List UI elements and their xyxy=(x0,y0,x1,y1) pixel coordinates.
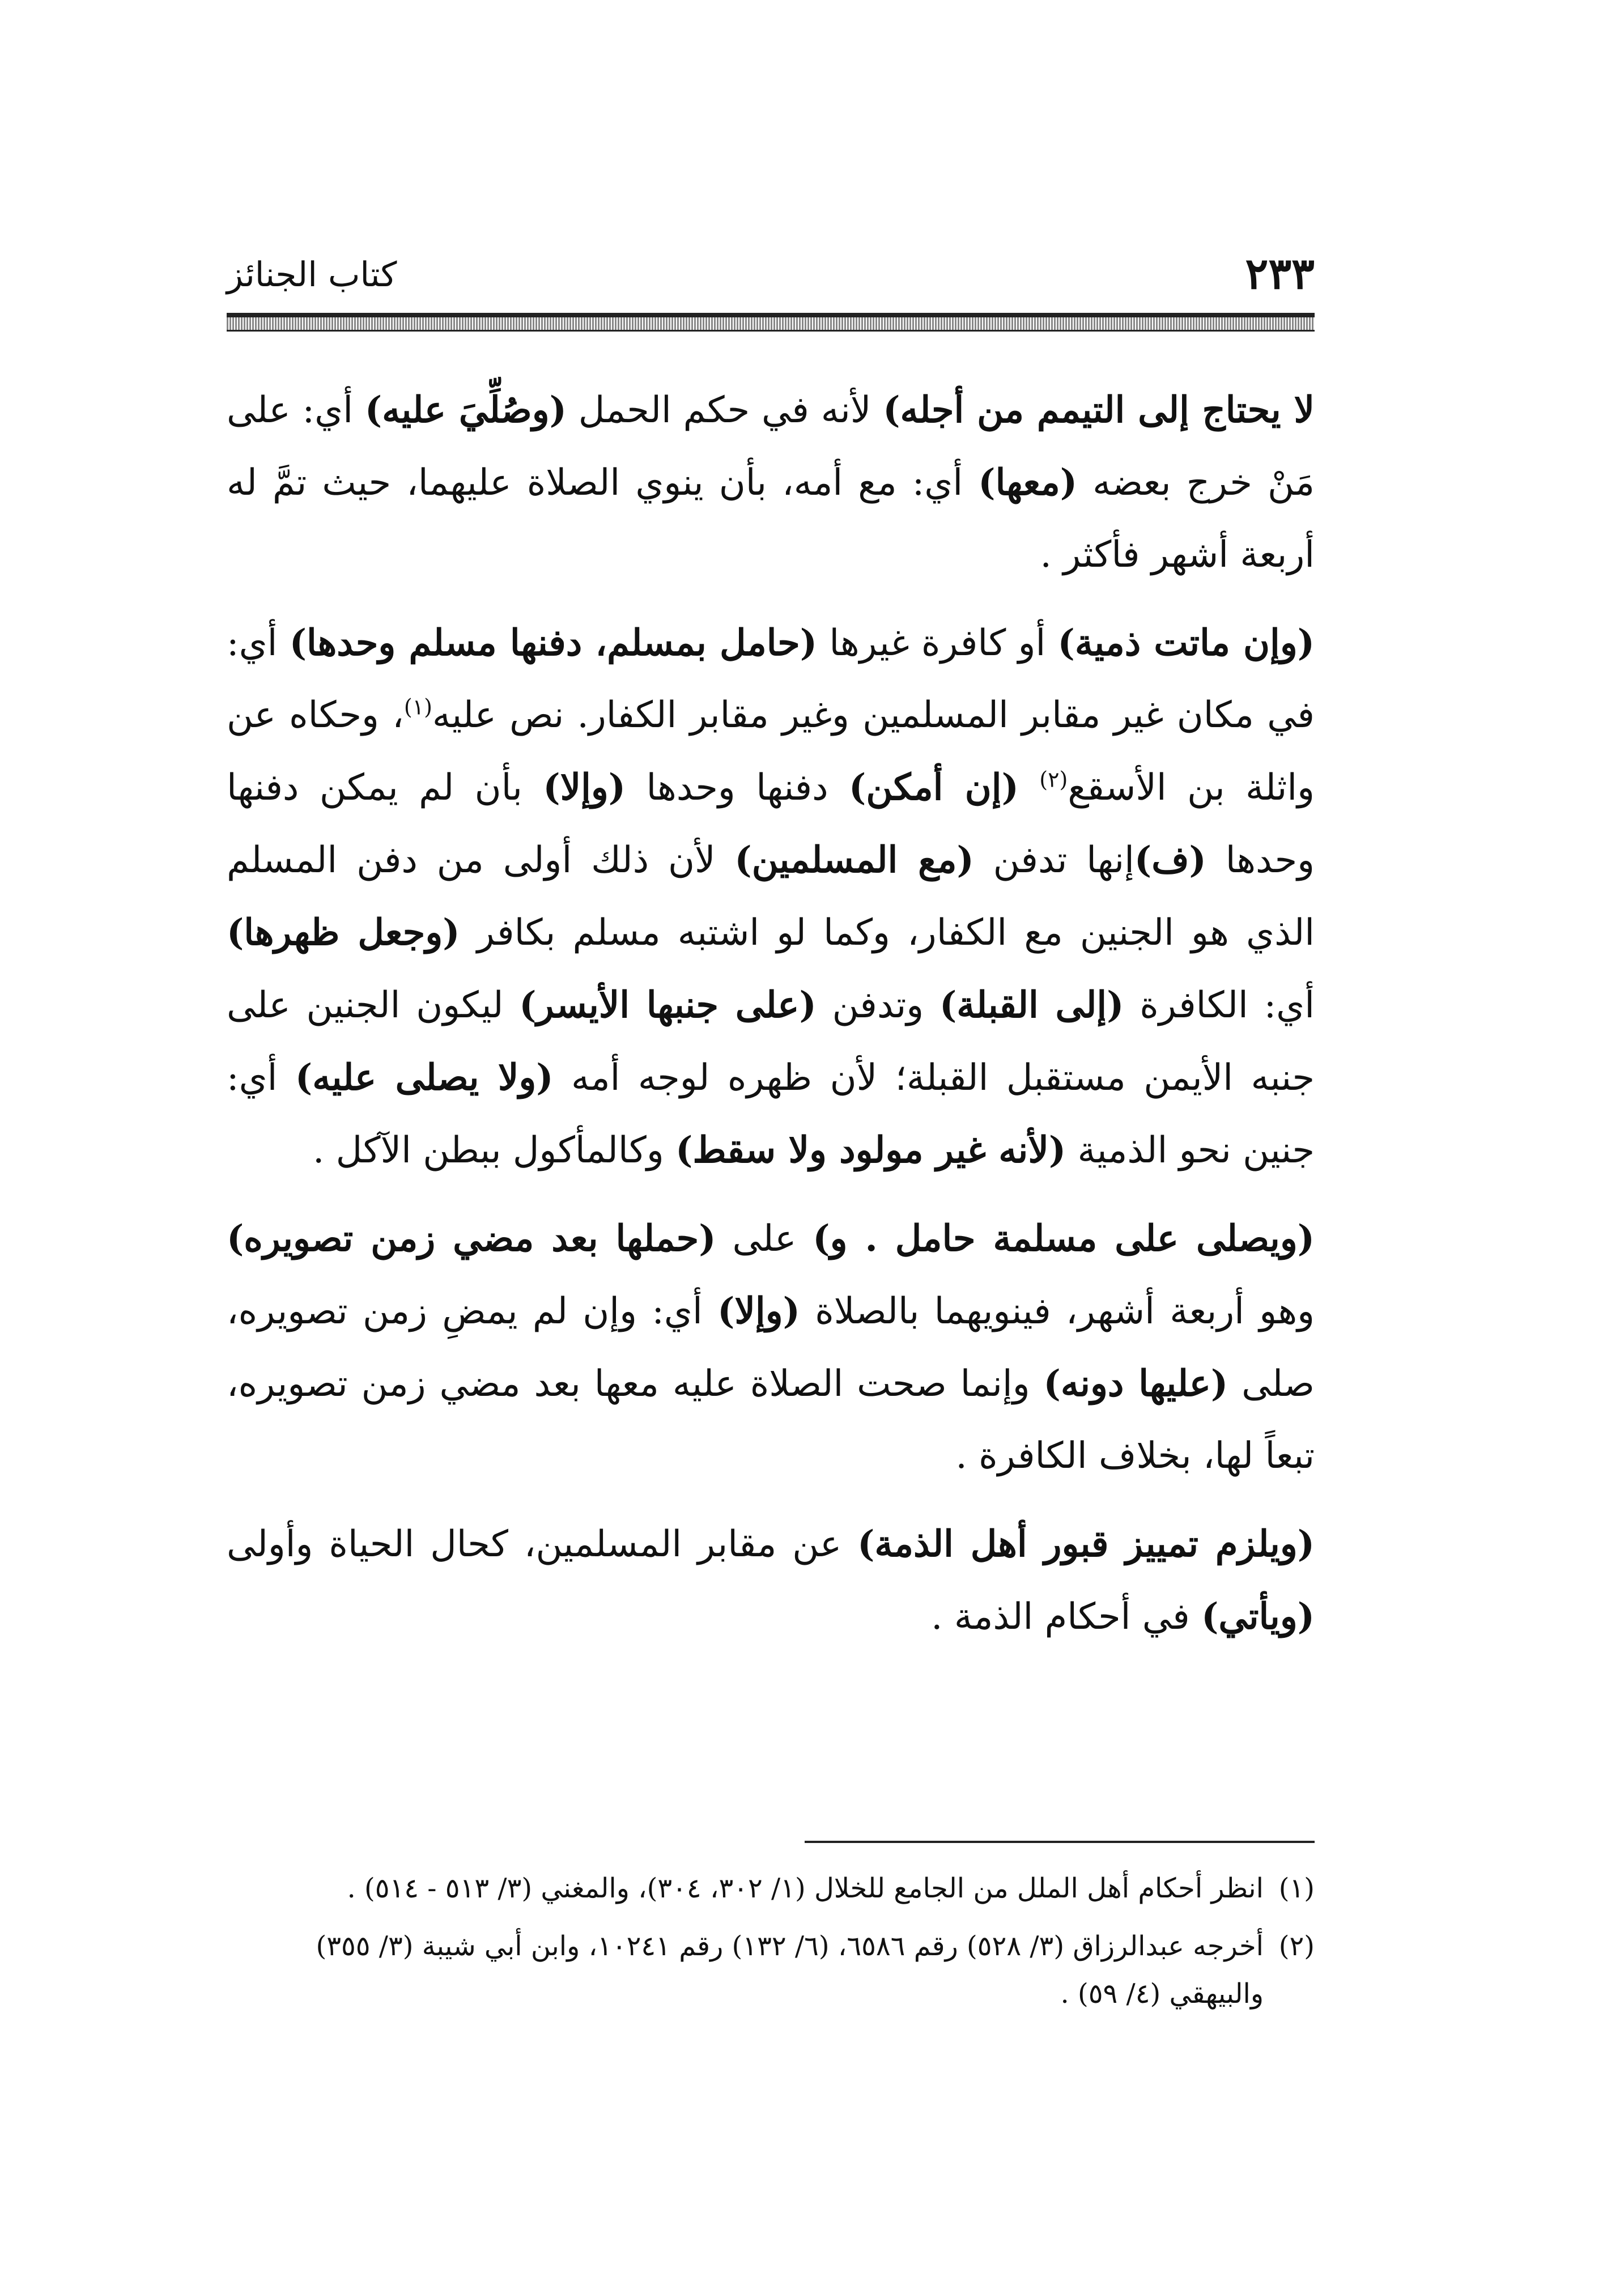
page-header xyxy=(227,244,1315,329)
header-rule xyxy=(227,313,1315,332)
matn-text: (وإلا) xyxy=(543,766,626,809)
sharh-text: وهو أربعة أشهر، فينويهما بالصلاة xyxy=(800,1290,1315,1332)
sharh-text xyxy=(1019,767,1039,809)
matn-text: لا يحتاج إلى التيمم من أجله) xyxy=(883,389,1315,431)
footnote-ref: (٢) xyxy=(1039,767,1068,792)
sharh-text: دفنها وحدها xyxy=(626,767,849,809)
footnotes xyxy=(227,1865,1315,2028)
sharh-text: أو كافرة غيرها xyxy=(817,622,1058,664)
footnote-separator xyxy=(805,1841,1315,1843)
footnote xyxy=(227,1865,1315,1912)
matn-text: (على جنبها الأيسر) xyxy=(519,984,817,1026)
matn-text: (وإلا) xyxy=(717,1290,800,1332)
sharh-text: عن مقابر المسلمين، كحال الحياة وأولى xyxy=(227,1523,858,1565)
matn-text: (ويصلى على مسلمة حامل . و) xyxy=(813,1217,1315,1260)
sharh-text: أي: في مكان غير مقابر المسلمين وغير مقابر الكفار. نص عليه xyxy=(227,622,1315,736)
sharh-text: أي: الكافرة xyxy=(1124,984,1315,1026)
sharh-text: وتدفن xyxy=(816,984,940,1026)
matn-text: (ويلزم تمييز قبور أهل الذمة) xyxy=(857,1523,1315,1565)
running-title: كتاب الجنائز xyxy=(227,255,397,295)
matn-text: (حامل بمسلم، دفنها مسلم وحدها) xyxy=(289,622,818,664)
paragraph xyxy=(227,1203,1315,1492)
footnote xyxy=(227,1922,1315,2018)
sharh-text: ، وحكاه عن واثلة بن الأسقع xyxy=(227,694,1315,809)
sharh-text: أي: على مَنْ خرج بعضه xyxy=(227,389,1315,504)
matn-text: (وجعل ظهرها) xyxy=(227,911,460,954)
sharh-text: وكالمأكول ببطن الآكل . xyxy=(312,1129,676,1171)
paragraph xyxy=(227,1508,1315,1653)
matn-text: (وصُلِّيَ عليه) xyxy=(364,389,567,431)
sharh-text: لأن ذلك أولى من دفن المسلم الذي هو الجنين مع الكفار، وكما لو اشتبه مسلم بكافر xyxy=(227,839,1315,954)
matn-text: (ولا يصلى عليه) xyxy=(295,1056,554,1099)
matn-text: (لأنه غير مولود ولا سقط) xyxy=(675,1129,1066,1171)
sharh-text: على xyxy=(716,1218,813,1260)
sharh-text: وإنما صحت الصلاة عليه معها بعد مضي زمن تصويره، تبعاً لها، بخلاف الكافرة . xyxy=(227,1363,1315,1477)
sharh-text: بأن لم يمكن دفنها وحدها xyxy=(227,767,1315,881)
matn-text: (حملها بعد مضي زمن تصويره) xyxy=(227,1217,716,1260)
footnote-text: أخرجه عبدالرزاق (٣/ ٥٢٨) رقم ٦٥٨٦، (٦/ ١٣٢) رقم ١٠٢٤١، وابن أبي شيبة (٣/ ٣٥٥) والبيهقي (٤/ ٥٩) . xyxy=(316,1930,1264,2010)
matn-text: (عليها دونه) xyxy=(1043,1362,1228,1405)
sharh-text: في أحكام الذمة . xyxy=(931,1596,1202,1638)
matn-text: (ويأتي) xyxy=(1201,1595,1315,1638)
footnote-ref: (١) xyxy=(403,694,432,720)
matn-text: (ف) xyxy=(1134,839,1206,881)
sharh-text: أي: وإن لم يمضِ زمن تصويره، صلى xyxy=(227,1290,1315,1405)
sharh-text: أي: مع أمه، بأن ينوي الصلاة عليهما، حيث تمَّ له أربعة أشهر فأكثر . xyxy=(227,462,1315,576)
sharh-text: ليكون الجنين على جنبه الأيمن مستقبل القبلة؛ لأن ظهره لوجه أمه xyxy=(227,984,1315,1099)
footnote-number: (١) xyxy=(1278,1872,1315,1904)
footnote-number: (٢) xyxy=(1278,1930,1315,1962)
paragraph xyxy=(227,607,1315,1187)
page-number: ٢٣٣ xyxy=(1245,248,1315,299)
matn-text: (إن أمكن) xyxy=(849,766,1019,809)
sharh-text: لأنه في حكم الحمل xyxy=(566,389,883,431)
main-text xyxy=(227,374,1315,1669)
matn-text: (إلى القبلة) xyxy=(939,984,1124,1026)
matn-text: (معها) xyxy=(978,461,1077,504)
sharh-text: أي: جنين نحو الذمية xyxy=(227,1057,1315,1171)
footnote-text: انظر أحكام أهل الملل من الجامع للخلال (١/ ٣٠٢، ٣٠٤)، والمغني (٣/ ٥١٣ - ٥١٤) . xyxy=(347,1872,1264,1904)
matn-text: (وإن ماتت ذمية) xyxy=(1057,622,1315,664)
matn-text: (مع المسلمين) xyxy=(734,839,974,881)
sharh-text: إنها تدفن xyxy=(973,839,1134,881)
paragraph xyxy=(227,374,1315,591)
